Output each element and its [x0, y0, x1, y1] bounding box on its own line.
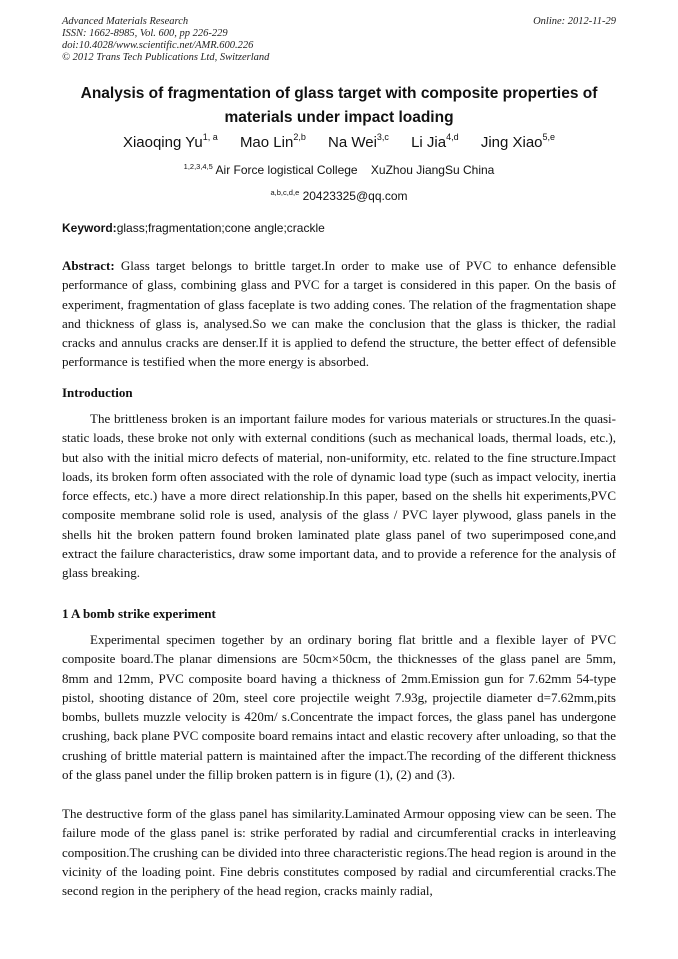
- author: Jing Xiao$^{5,e}$: [480, 132, 556, 151]
- abstract: Abstract: Glass target belongs to brittle target.In order to make use of PVC to enhance defensible performance of glass, combining glass and PVC for a target is considered in this paper. On the basis of experiment, fragmentation of glass faceplate is two adding cones. The relation of the fragmentation shape and thickness of glass is, analysed.So we can make the conclusion that the glass is thicker, the radial cracks and annulus cracks are denser.If it is applied to defend the structure, the better effect of defensible performance is testified when the more energy is absorbed.: [62, 258, 616, 370]
- section1-paragraph-2: The destructive form of the glass panel has similarity.Laminated Armour opposing view can be seen. The failure mode of the glass panel is: strike perforated by radial and circumferential cracks in interleaving composition.The crushing can be divided into three characteristic regions.The head region is around in the vicinity of the loading point. Fine debris constitutes composed by radial and circumferential cracks.The second region in the periphery of the head region, cracks mainly radial,: [62, 806, 616, 899]
- online-date: Online: 2012-11-29: [533, 16, 616, 27]
- doi-line: doi:10.4028/www.scientific.net/AMR.600.226: [62, 40, 254, 51]
- keywords: Keyword:glass;fragmentation;cone angle;crackle: [62, 221, 325, 235]
- author: Li Jia$^{4,d}$: [411, 132, 459, 151]
- affiliation: $^{1,2,3,4,5}$ Air Force logistical College XuZhou JiangSu China: [183, 162, 495, 177]
- email: $^{a,b,c,d,e}$ 20423325@qq.com: [270, 188, 408, 203]
- copyright-line: © 2012 Trans Tech Publications Ltd, Switzerland: [62, 52, 270, 63]
- introduction-paragraph: The brittleness broken is an important failure modes for various materials or structures.In the quasi-static loads, these broke not only with external conditions (such as mechanical loads, thermal loads, etc.), but also with the initial micro defects of material, non-uniformity, etc. related to the fine structure.Impact loads, its broken form often associated with the role of dynamic load type (such as impact velocity, inertia force effects, etc.) have a more direct relationship.In this paper, based on the shells hit experiments,PVC composite membrane solid role is used, analysis of the glass / PVC layer plywood, glass panels in the shells hit the broken pattern found broken laminated plate glass panel of two superimposed cone,and extract the failure characteristics, draw some important data, and to provide a reference for the analysis of glass breaking.: [62, 411, 616, 581]
- issn-line: ISSN: 1662-8985, Vol. 600, pp 226-229: [62, 28, 228, 39]
- author: Na Wei$^{3,c}$: [328, 132, 389, 151]
- journal-name: Advanced Materials Research: [62, 16, 189, 27]
- journal-header: [62, 16, 269, 64]
- author: Mao Lin$^{2,b}$: [239, 132, 306, 151]
- author: Xiaoqing Yu$^{1, a}$: [122, 132, 218, 151]
- author-list: [62, 132, 616, 154]
- paper-title: Analysis of fragmentation of glass target with composite properties of materials under impact loading: [80, 85, 598, 126]
- section1-paragraph-1: Experimental specimen together by an ordinary boring flat brittle and a flexible layer of PVC composite board.The planar dimensions are 50cm×50cm, the thicknesses of the glass panel are 5mm, 8mm and 12mm, PVC composite board having a thickness of 2mm.Emission gun for 7.62mm 54-type pistol, shooting distance of 20m, steel core projectile weight 7.93g, projectile diameter d=7.62mm,pits bombs, bullets muzzle velocity is 420m/ s.Concentrate the impact forces, the glass panel has undergone crushing, back plane PVC composite board remains intact and elastic recovery after unloading, so that the crushing of brittle material pattern is maintained after the impact.The recording of the different thickness of the glass panel under the fillip broken pattern is in figure (1), (2) and (3).: [62, 632, 616, 783]
- introduction-heading: Introduction: [62, 385, 133, 400]
- section1-heading: 1 A bomb strike experiment: [62, 606, 216, 621]
